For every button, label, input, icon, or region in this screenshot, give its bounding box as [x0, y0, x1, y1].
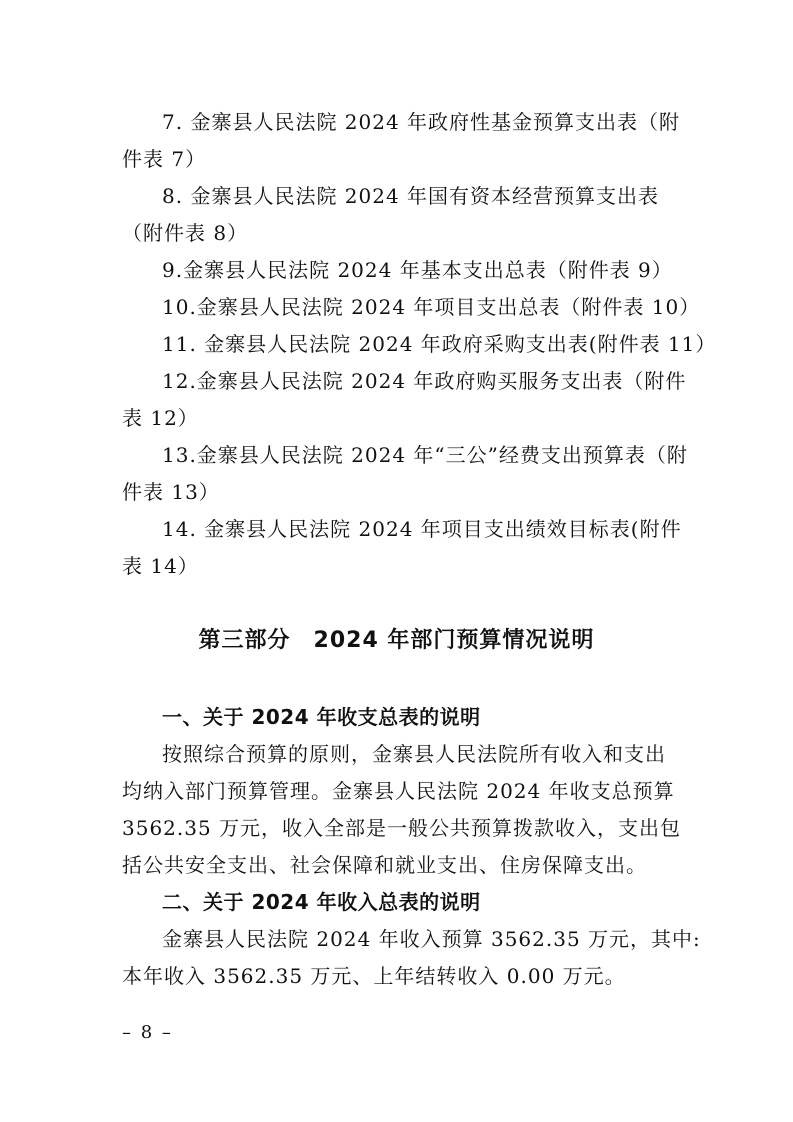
list-item-12-line2: 表 12） [122, 406, 199, 430]
list-item-9: 9.金寨县人民法院 2024 年基本支出总表（附件表 9） [162, 258, 673, 282]
list-item-14-line2: 表 14） [122, 554, 199, 578]
list-item-11: 11. 金寨县人民法院 2024 年政府采购支出表(附件表 11） [162, 332, 717, 356]
section1-paragraph-line1: 按照综合预算的原则，金寨县人民法院所有收入和支出 [162, 742, 666, 766]
section1-heading: 一、关于 2024 年收支总表的说明 [162, 705, 481, 729]
section1-paragraph-line3: 3562.35 万元，收入全部是一般公共预算拨款收入，支出包 [122, 816, 682, 840]
list-item-13-line2: 件表 13） [122, 480, 220, 504]
section-title: 第三部分 2024 年部门预算情况说明 [198, 628, 595, 653]
section2-paragraph-line2: 本年收入 3562.35 万元、上年结转收入 0.00 万元。 [122, 964, 626, 988]
list-item-14-line1: 14. 金寨县人民法院 2024 年项目支出绩效目标表(附件 [162, 517, 682, 541]
list-item-8-line1: 8. 金寨县人民法院 2024 年国有资本经营预算支出表 [162, 184, 660, 208]
list-item-10: 10.金寨县人民法院 2024 年项目支出总表（附件表 10） [162, 295, 701, 319]
section2-paragraph-line1: 金寨县人民法院 2024 年收入预算 3562.35 万元，其中: [162, 927, 701, 951]
list-item-12-line1: 12.金寨县人民法院 2024 年政府购买服务支出表（附件 [162, 369, 687, 393]
list-item-7-line1: 7. 金寨县人民法院 2024 年政府性基金预算支出表（附 [162, 110, 681, 134]
section1-paragraph-line4: 括公共安全支出、社会保障和就业支出、住房保障支出。 [122, 853, 647, 877]
section2-heading: 二、关于 2024 年收入总表的说明 [162, 890, 481, 914]
list-item-13-line1: 13.金寨县人民法院 2024 年“三公”经费支出预算表（附 [162, 443, 688, 467]
list-item-7-line2: 件表 7） [122, 147, 207, 171]
list-item-8-line2: （附件表 8） [122, 221, 249, 245]
section1-paragraph-line2: 均纳入部门预算管理。金寨县人民法院 2024 年收支总预算 [122, 779, 675, 803]
page-number: – 8 – [122, 1022, 173, 1043]
